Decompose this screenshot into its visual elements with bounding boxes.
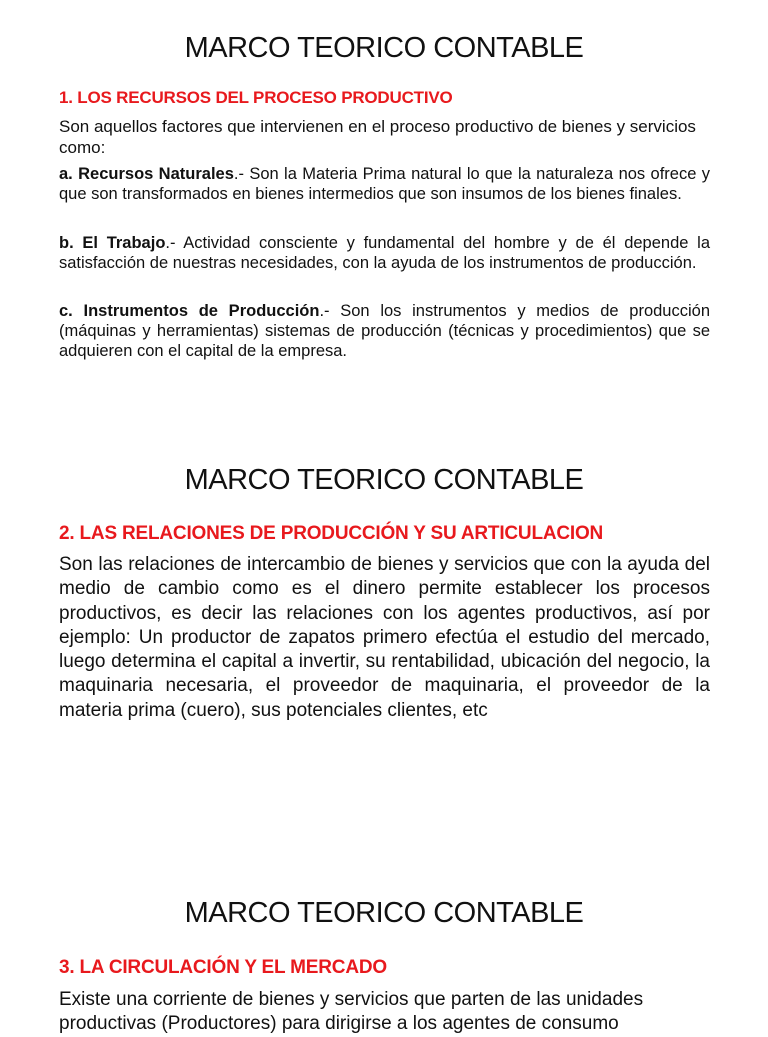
section-heading: 3. LA CIRCULACIÓN Y EL MERCADO [59,957,387,978]
item-term: a. Recursos Naturales [59,165,234,183]
item-term: b. El Trabajo [59,234,166,252]
item-term: c. Instrumentos de Producción [59,302,320,320]
body-paragraph: Existe una corriente de bienes y servicios que parten de las unidades productivas (Productores) para dirigirse a los agentes de consumo [59,989,644,1035]
item-text: .- Son los instrumentos y medios de producción (máquinas y herramientas) sistemas de producción (técnicas y procedimientos) que se adquieren con el capital de la empresa. [59,302,710,360]
intro-paragraph: Son aquellos factores que intervienen en el proceso productivo de bienes y servicios como: [59,117,696,157]
slide-title: MARCO TEORICO CONTABLE [184,897,584,929]
item-recursos-naturales [59,164,710,204]
item-el-trabajo [59,233,710,273]
slide-title: MARCO TEORICO CONTABLE [184,464,584,496]
item-instrumentos-produccion [59,301,710,361]
slide-title: MARCO TEORICO CONTABLE [184,32,584,64]
item-text: .- Actividad consciente y fundamental del hombre y de él depende la satisfacción de nuestras necesidades, con la ayuda de los instrumentos de producción. [59,234,710,272]
body-paragraph: Son las relaciones de intercambio de bienes y servicios que con la ayuda del medio de cambio como es el dinero permite establecer los procesos productivos, es decir las relaciones con los agentes productivos, así por ejemplo: Un productor de zapatos primero efectúa el estudio del mercado, luego determina el capital a invertir, su rentabilidad, ubicación del negocio, la maquinaria necesaria, el proveedor de maquinaria, el proveedor de la materia prima (cuero), sus potenciales clientes, etc [59,554,710,721]
section-heading: 2. LAS RELACIONES DE PRODUCCIÓN Y SU ARTICULACION [59,523,604,544]
section-heading: 1. LOS RECURSOS DEL PROCESO PRODUCTIVO [59,88,453,107]
item-text: .- Son la Materia Prima natural lo que la naturaleza nos ofrece y que son transformados en bienes intermedios que son insumos de los bienes finales. [59,165,710,203]
